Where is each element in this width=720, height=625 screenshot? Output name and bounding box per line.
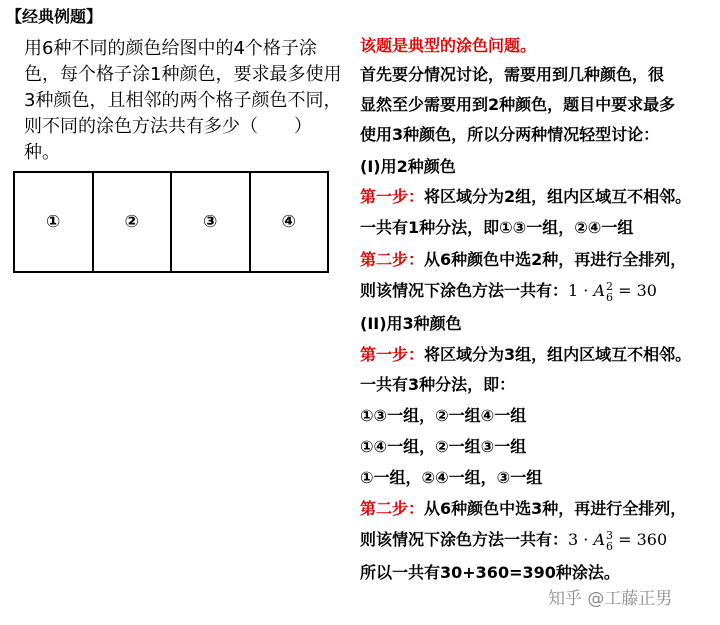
grid-cell-1: ①	[15, 173, 94, 271]
step2-label: 第二步：	[360, 250, 425, 269]
case2-title: (II)用3种颜色	[360, 314, 462, 333]
problem-text: 用6种不同的颜色给图中的4个格子涂色，每个格子涂1种颜色，要求最多使用3种颜色，且相邻的两个格子颜色不同，则不同的涂色方法共有多少（ ）种。	[24, 38, 342, 163]
conclusion: 所以一共有30+360=390种涂法。	[360, 563, 620, 582]
case2-formula: 3 · A 3 6 = 360	[568, 528, 668, 553]
case1-step2	[360, 247, 716, 270]
step2-label: 第二步：	[360, 499, 425, 518]
step2-text: 从6种颜色中选3种，再进行全排列，	[424, 499, 687, 518]
intro-line-3: 使用3种颜色，所以分两种情况轻型讨论：	[360, 125, 660, 144]
formula-result: 30	[636, 281, 657, 300]
formula-sup: 2	[606, 279, 614, 293]
formula-coef: 3	[568, 530, 579, 549]
case2-partition-1: ①③一组，②一组④一组	[360, 406, 527, 425]
case1-partition: 一共有1种分法，即①③一组，②④一组	[360, 218, 634, 237]
case2-partition-intro: 一共有3种分法，即：	[360, 375, 516, 394]
watermark: 知乎 @工藤正男	[548, 589, 673, 609]
formula-sub: 6	[606, 290, 614, 304]
formula-sup: 3	[606, 528, 614, 542]
case1-formula: 1 · A 2 6 = 30	[568, 279, 657, 304]
step1-text: 将区域分为3组，组内区域互不相邻。	[424, 345, 692, 364]
grid-cell-3: ③	[172, 173, 251, 271]
step1-label: 第一步：	[360, 187, 425, 206]
case2-partition-2: ①④一组，②一组③一组	[360, 437, 527, 456]
grid-cell-4: ④	[281, 212, 296, 232]
example-header: 【经典例题】	[6, 7, 103, 26]
step2-text: 从6种颜色中选2种，再进行全排列，	[424, 250, 687, 269]
step1-text: 将区域分为2组，组内区域互不相邻。	[424, 187, 692, 206]
intro-line-2: 显然至少需要用到2种颜色，题目中要求最多	[360, 95, 676, 114]
solution-title: 该题是典型的涂色问题。	[360, 36, 537, 55]
case2-step2	[360, 496, 716, 519]
formula-coef: 1	[568, 281, 579, 300]
case2-result	[360, 527, 716, 552]
four-cell-grid	[13, 171, 329, 273]
step1-label: 第一步：	[360, 345, 425, 364]
case1-result	[360, 278, 716, 303]
case2-step1	[360, 342, 716, 365]
intro-line-1: 首先要分情况讨论，需要用到几种颜色，很	[360, 65, 665, 84]
grid-cell-2: ②	[94, 173, 173, 271]
formula-result: 360	[636, 530, 668, 549]
case2-partition-3: ①一组，②④一组，③一组	[360, 468, 543, 487]
case1-step1	[360, 184, 716, 207]
case2-result-prefix: 则该情况下涂色方法一共有：	[360, 530, 569, 549]
case1-title: (I)用2种颜色	[360, 157, 456, 176]
formula-sub: 6	[606, 539, 614, 553]
case1-result-prefix: 则该情况下涂色方法一共有：	[360, 281, 569, 300]
